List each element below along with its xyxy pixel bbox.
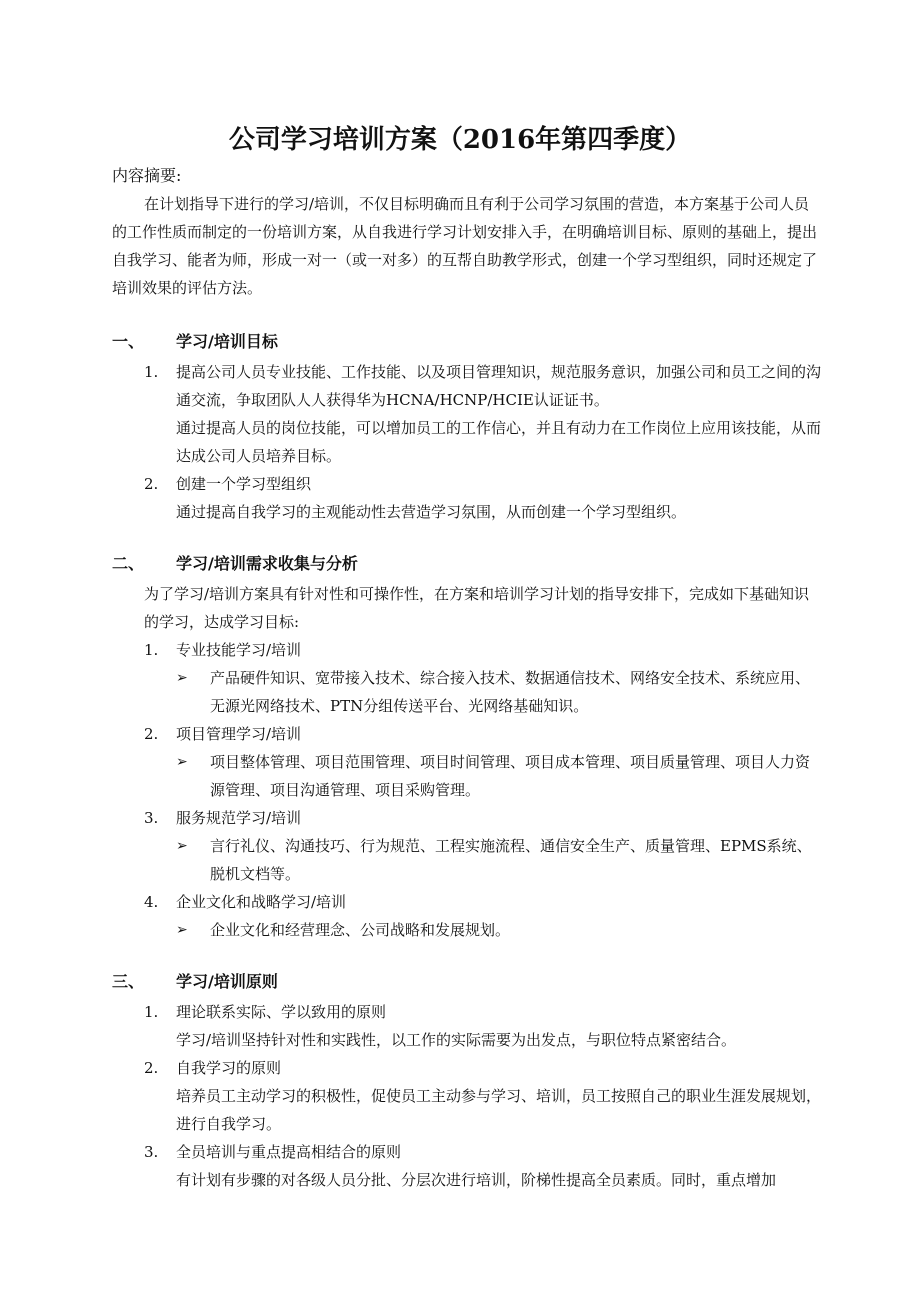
item-number: 1. bbox=[144, 1003, 159, 1021]
bullet-text: 项目整体管理、项目范围管理、项目时间管理、项目成本管理、项目质量管理、项目人力资源管理、项目沟通管理、项目采购管理。 bbox=[210, 753, 811, 799]
bullet-arrow-icon: ➢ bbox=[176, 922, 188, 938]
item-body: 通过提高人员的岗位技能，可以增加员工的工作信心，并且有动力在工作岗位上应用该技能，从而达成公司人员培养目标。 bbox=[176, 419, 822, 465]
item-title: 服务规范学习/培训 bbox=[176, 809, 302, 827]
item-number: 3. bbox=[144, 1143, 159, 1161]
bullet-text: 言行礼仪、沟通技巧、行为规范、工程实施流程、通信安全生产、质量管理、EPMS系统、脱机文档等。 bbox=[210, 837, 812, 883]
item-title: 理论联系实际、学以致用的原则 bbox=[176, 1003, 387, 1021]
section-title: 学习/培训需求收集与分析 bbox=[176, 554, 358, 573]
item-title: 企业文化和战略学习/培训 bbox=[176, 893, 347, 911]
section-number: 二、 bbox=[112, 554, 145, 573]
section-number: 一、 bbox=[112, 332, 145, 351]
section-title: 学习/培训原则 bbox=[176, 972, 278, 991]
bullet-text: 企业文化和经营理念、公司战略和发展规划。 bbox=[210, 921, 511, 939]
item-body: 培养员工主动学习的积极性，促使员工主动参与学习、培训，员工按照自己的职业生涯发展规划，进行自我学习。 bbox=[176, 1087, 822, 1133]
item-title: 创建一个学习型组织 bbox=[176, 475, 312, 493]
summary-label: 内容摘要: bbox=[112, 166, 182, 185]
item-number: 3. bbox=[144, 809, 159, 827]
section-intro: 为了学习/培训方案具有针对性和可操作性，在方案和培训学习计划的指导安排下，完成如下基础知识的学习，达成学习目标: bbox=[144, 585, 810, 631]
item-body: 有计划有步骤的对各级人员分批、分层次进行培训，阶梯性提高全员素质。同时，重点增加 bbox=[176, 1171, 777, 1189]
item-title: 全员培训与重点提高相结合的原则 bbox=[176, 1143, 402, 1161]
item-title: 项目管理学习/培训 bbox=[176, 725, 302, 743]
bullet-arrow-icon: ➢ bbox=[176, 754, 188, 770]
item-number: 1. bbox=[144, 363, 159, 381]
item-title: 专业技能学习/培训 bbox=[176, 641, 302, 659]
section-title: 学习/培训目标 bbox=[176, 332, 278, 351]
section-number: 三、 bbox=[112, 972, 145, 991]
bullet-text: 产品硬件知识、宽带接入技术、综合接入技术、数据通信技术、网络安全技术、系统应用、无源光网络技术、PTN分组传送平台、光网络基础知识。 bbox=[210, 669, 811, 715]
bullet-arrow-icon: ➢ bbox=[176, 670, 188, 686]
item-number: 2. bbox=[144, 475, 159, 493]
item-title: 自我学习的原则 bbox=[176, 1059, 282, 1077]
summary-paragraph: 在计划指导下进行的学习/培训，不仅目标明确而且有利于公司学习氛围的营造，本方案基于公司人员的工作性质而制定的一份培训方案，从自我进行学习计划安排入手，在明确培训目标、原则的基础上，提出自我学习、能者为师，形成一对一（或一对多）的互帮自助教学形式，创建一个学习型组织，同时还规定了培训效果的评估方法。 bbox=[112, 195, 818, 297]
document-title: 公司学习培训方案（2016年第四季度） bbox=[228, 125, 692, 155]
item-body: 学习/培训坚持针对性和实践性，以工作的实际需要为出发点，与职位特点紧密结合。 bbox=[176, 1031, 737, 1049]
item-title: 提高公司人员专业技能、工作技能、以及项目管理知识，规范服务意识，加强公司和员工之间的沟通交流，争取团队人人获得华为HCNA/HCNP/HCIE认证证书。 bbox=[176, 363, 822, 409]
item-number: 2. bbox=[144, 725, 159, 743]
item-body: 通过提高自我学习的主观能动性去营造学习氛围，从而创建一个学习型组织。 bbox=[176, 503, 687, 521]
bullet-arrow-icon: ➢ bbox=[176, 838, 188, 854]
item-number: 4. bbox=[144, 893, 159, 911]
item-number: 2. bbox=[144, 1059, 159, 1077]
item-number: 1. bbox=[144, 641, 159, 659]
